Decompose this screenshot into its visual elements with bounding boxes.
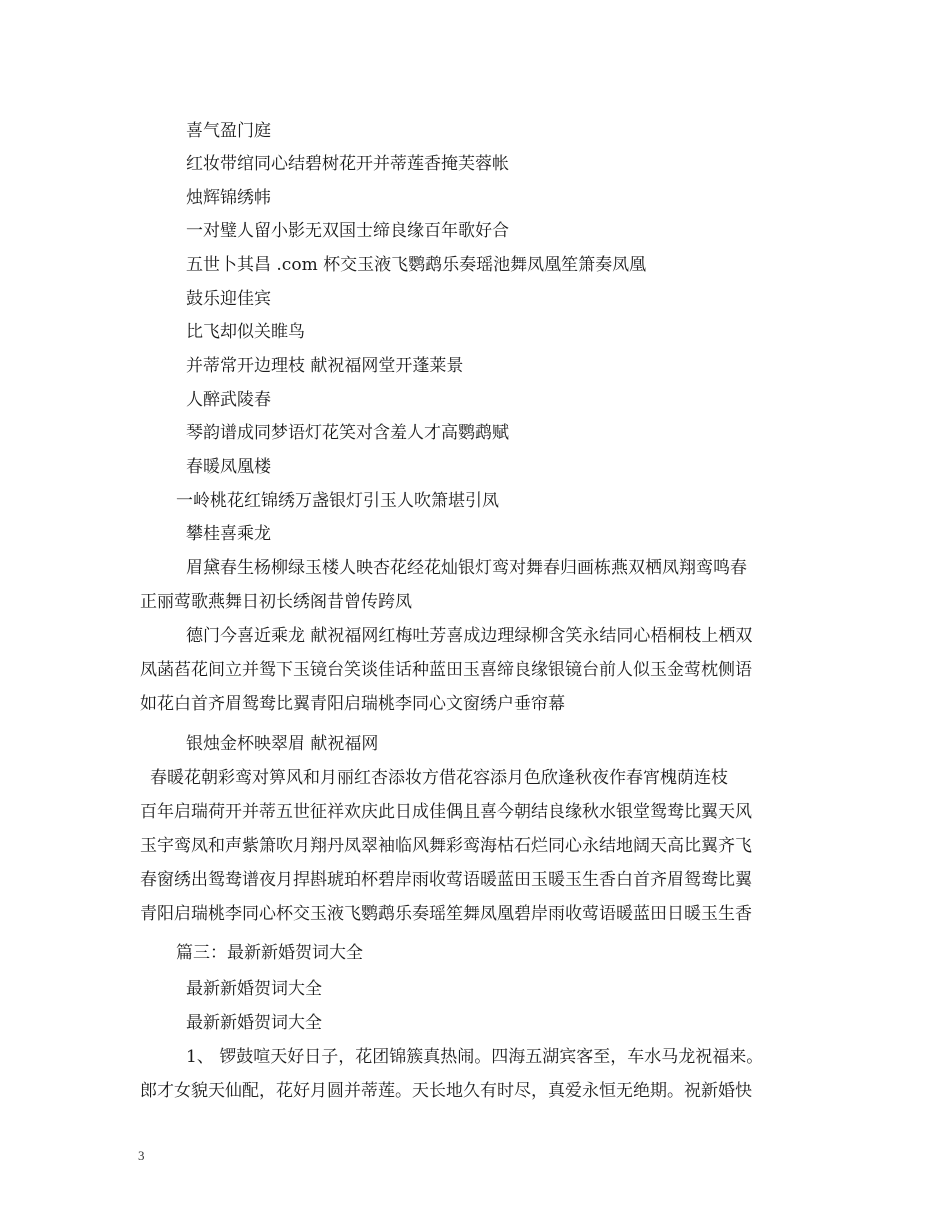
text-line: 琴韵谱成同梦语灯花笑对含羞人才高鹦鹉赋 — [186, 423, 509, 443]
text-line: 郎才女貌天仙配，花好月圆并蒂莲。天长地久有时尽，真爱永恒无绝期。祝新婚快 — [140, 1081, 752, 1101]
text-line: 最新新婚贺词大全 — [186, 979, 322, 999]
text-line: 德门今喜近乘龙 献祝福网红梅吐芳喜成边理绿柳含笑永结同心梧桐枝上栖双 — [186, 626, 753, 646]
text-line: 春窗绣出鸳鸯谱夜月捍斟琥珀杯碧岸雨收莺语暖蓝田玉暖玉生香白首齐眉鸳鸯比翼 — [140, 870, 752, 890]
text-line: 喜气盈门庭 — [186, 121, 271, 141]
text-line: 眉黛春生杨柳绿玉楼人映杏花经花灿银灯鸾对舞春归画栋燕双栖凤翔鸾鸣春 — [186, 558, 747, 578]
text-line: 正丽莺歌燕舞日初长绣阁昔曾传跨凤 — [140, 592, 412, 612]
text-line: 红妆带绾同心结碧树花开并蒂莲香掩芙蓉帐 — [186, 154, 509, 174]
text-line: 春暖花朝彩鸾对箅风和月丽红杏添妆方借花容添月色欣逢秋夜作春宵槐荫连枝 — [150, 768, 728, 788]
text-line: 玉宇鸾凤和声紫箫吹月翔丹凤翠袖临风舞彩鸾海枯石烂同心永结地阔天高比翼齐飞 — [140, 836, 752, 856]
text-line: 一岭桃花红锦绣万盏银灯引玉人吹箫堪引凤 — [176, 491, 499, 511]
text-line: 最新新婚贺词大全 — [186, 1013, 322, 1033]
text-line: 一对璧人留小影无双国士缔良缘百年歌好合 — [186, 221, 509, 241]
page-number: 3 — [138, 1148, 145, 1163]
text-line: 银烛金杯映翠眉 献祝福网 — [186, 734, 379, 754]
text-line: 百年启瑞荷开并蒂五世征祥欢庆此日成佳偶且喜今朝结良缘秋水银堂鸳鸯比翼天风 — [140, 802, 752, 822]
text-line: 人醉武陵春 — [186, 390, 271, 410]
text-line: 青阳启瑞桃李同心杯交玉液飞鹦鹉乐奏瑶笙舞凤凰碧岸雨收莺语暖蓝田日暖玉生香 — [140, 904, 752, 924]
text-line: 春暖凤凰楼 — [186, 457, 271, 477]
text-line: 比飞却似关睢鸟 — [186, 322, 305, 342]
text-line: 烛辉锦绣帏 — [186, 188, 271, 208]
text-line: 并蒂常开边理枝 献祝福网堂开蓬莱景 — [186, 356, 464, 376]
section-heading: 篇三：最新新婚贺词大全 — [176, 943, 363, 963]
text-line: 攀桂喜乘龙 — [186, 524, 271, 544]
text-line: 鼓乐迎佳宾 — [186, 289, 271, 309]
text-line: 如花白首齐眉鸳鸯比翼青阳启瑞桃李同心文窗绣户垂帘幕 — [140, 694, 565, 714]
text-line: 五世卜其昌 .com 杯交玉液飞鹦鹉乐奏瑶池舞凤凰笙箫奏凤凰 — [186, 255, 647, 275]
text-line: 1、 锣鼓喧天好日子，花团锦簇真热闹。四海五湖宾客至，车水马龙祝福来。 — [186, 1047, 764, 1067]
text-line: 凤菡萏花间立并鸳下玉镜台笑谈佳话种蓝田玉喜缔良缘银镜台前人似玉金莺枕侧语 — [140, 660, 752, 680]
